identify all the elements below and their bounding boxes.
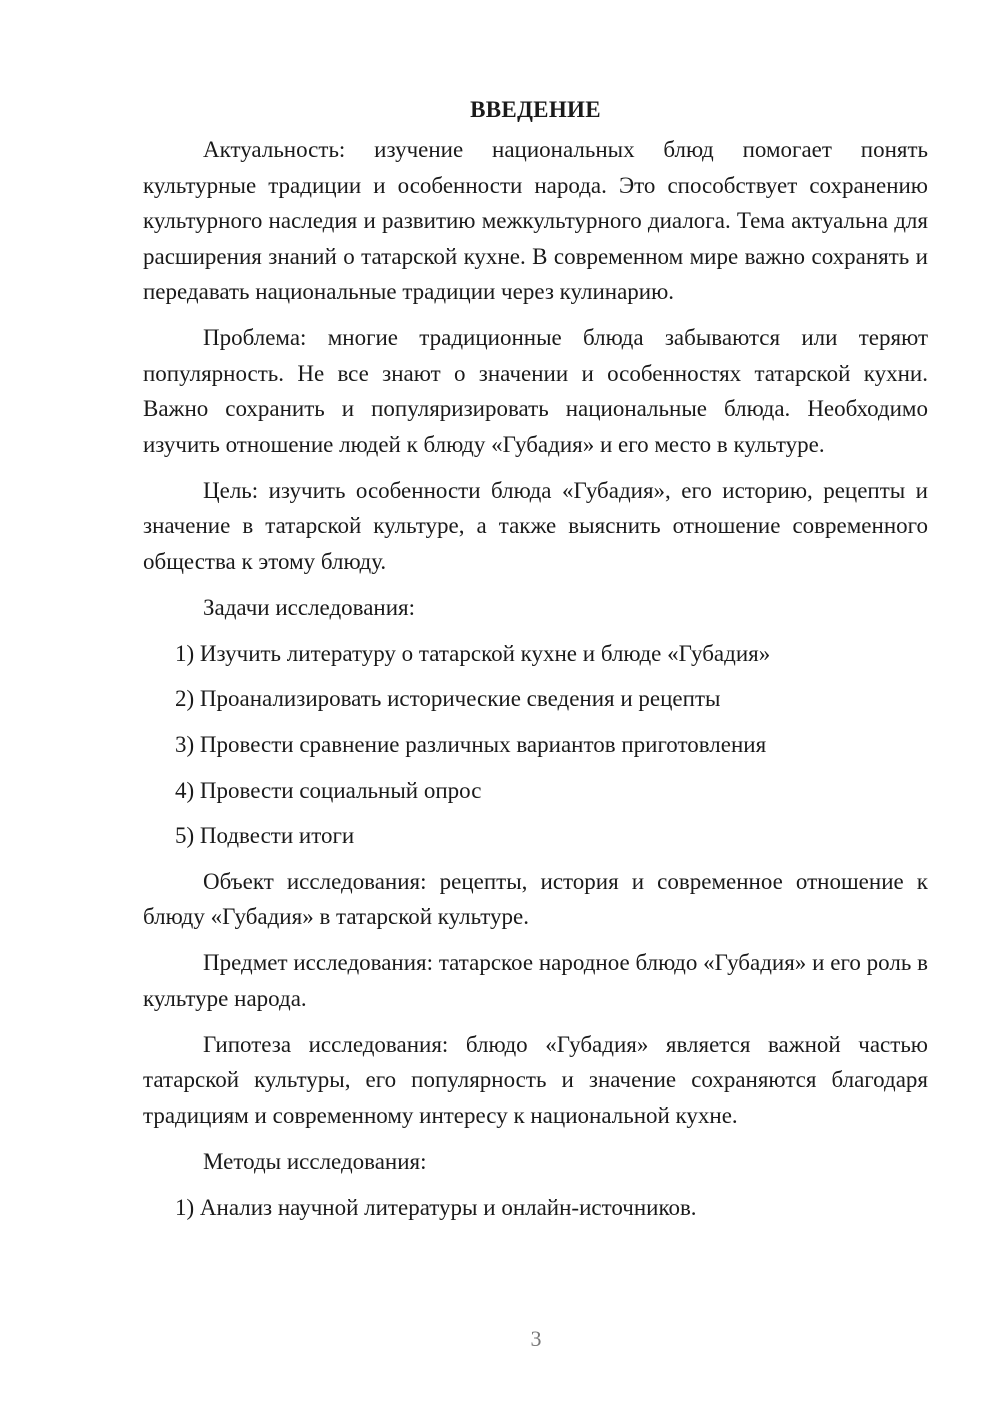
list-item: 3) Провести сравнение различных вариантов приготовления (175, 731, 767, 757)
list-item: 5) Подвести итоги (175, 823, 355, 849)
list-item: 4) Провести социальный опрос (175, 777, 482, 803)
tasks-label: Задачи исследования: (203, 594, 416, 620)
section-heading: ВВЕДЕНИЕ (470, 97, 601, 122)
tasks-list (143, 636, 928, 854)
list-item: 1) Анализ научной литературы и онлайн-источников. (175, 1194, 697, 1220)
problem-paragraph: Проблема: многие традиционные блюда забываются или теряют популярность. Не все знают о значении и особенностях татарской кухни. Важно сохранить и популяризировать национальные блюда. Необходимо изучить отношение людей к блюду «Губадия» и его место в культуре. (143, 325, 928, 457)
subject-paragraph: Предмет исследования: татарское народное блюдо «Губадия» и его роль в культуре народа. (143, 950, 928, 1011)
object-paragraph: Объект исследования: рецепты, история и современное отношение к блюду «Губадия» в татарской культуре. (143, 868, 928, 930)
relevance-paragraph: Актуальность: изучение национальных блюд помогает понять культурные традиции и особенности народа. Это способствует сохранению культурного наследия и развитию межкультурного диалога. Тема актуальна для расширения знаний о татарской кухне. В современном мире важно сохранять и передавать национальные традиции через кулинарию. (143, 137, 928, 304)
methods-label: Методы исследования: (203, 1148, 427, 1174)
list-item: 1) Изучить литературу о татарской кухне и блюде «Губадия» (175, 640, 771, 666)
methods-list (143, 1190, 928, 1226)
document-page (143, 92, 928, 1236)
list-item: 2) Проанализировать исторические сведения и рецепты (175, 686, 721, 712)
page-number: 3 (530, 1326, 542, 1351)
hypothesis-paragraph: Гипотеза исследования: блюдо «Губадия» является важной частью татарской культуры, его популярность и значение сохраняются благодаря традициям и современному интересу к национальной кухне. (143, 1031, 928, 1128)
goal-paragraph: Цель: изучить особенности блюда «Губадия», его историю, рецепты и значение в татарской культуре, а также выяснить отношение современного общества к этому блюду. (143, 477, 928, 574)
